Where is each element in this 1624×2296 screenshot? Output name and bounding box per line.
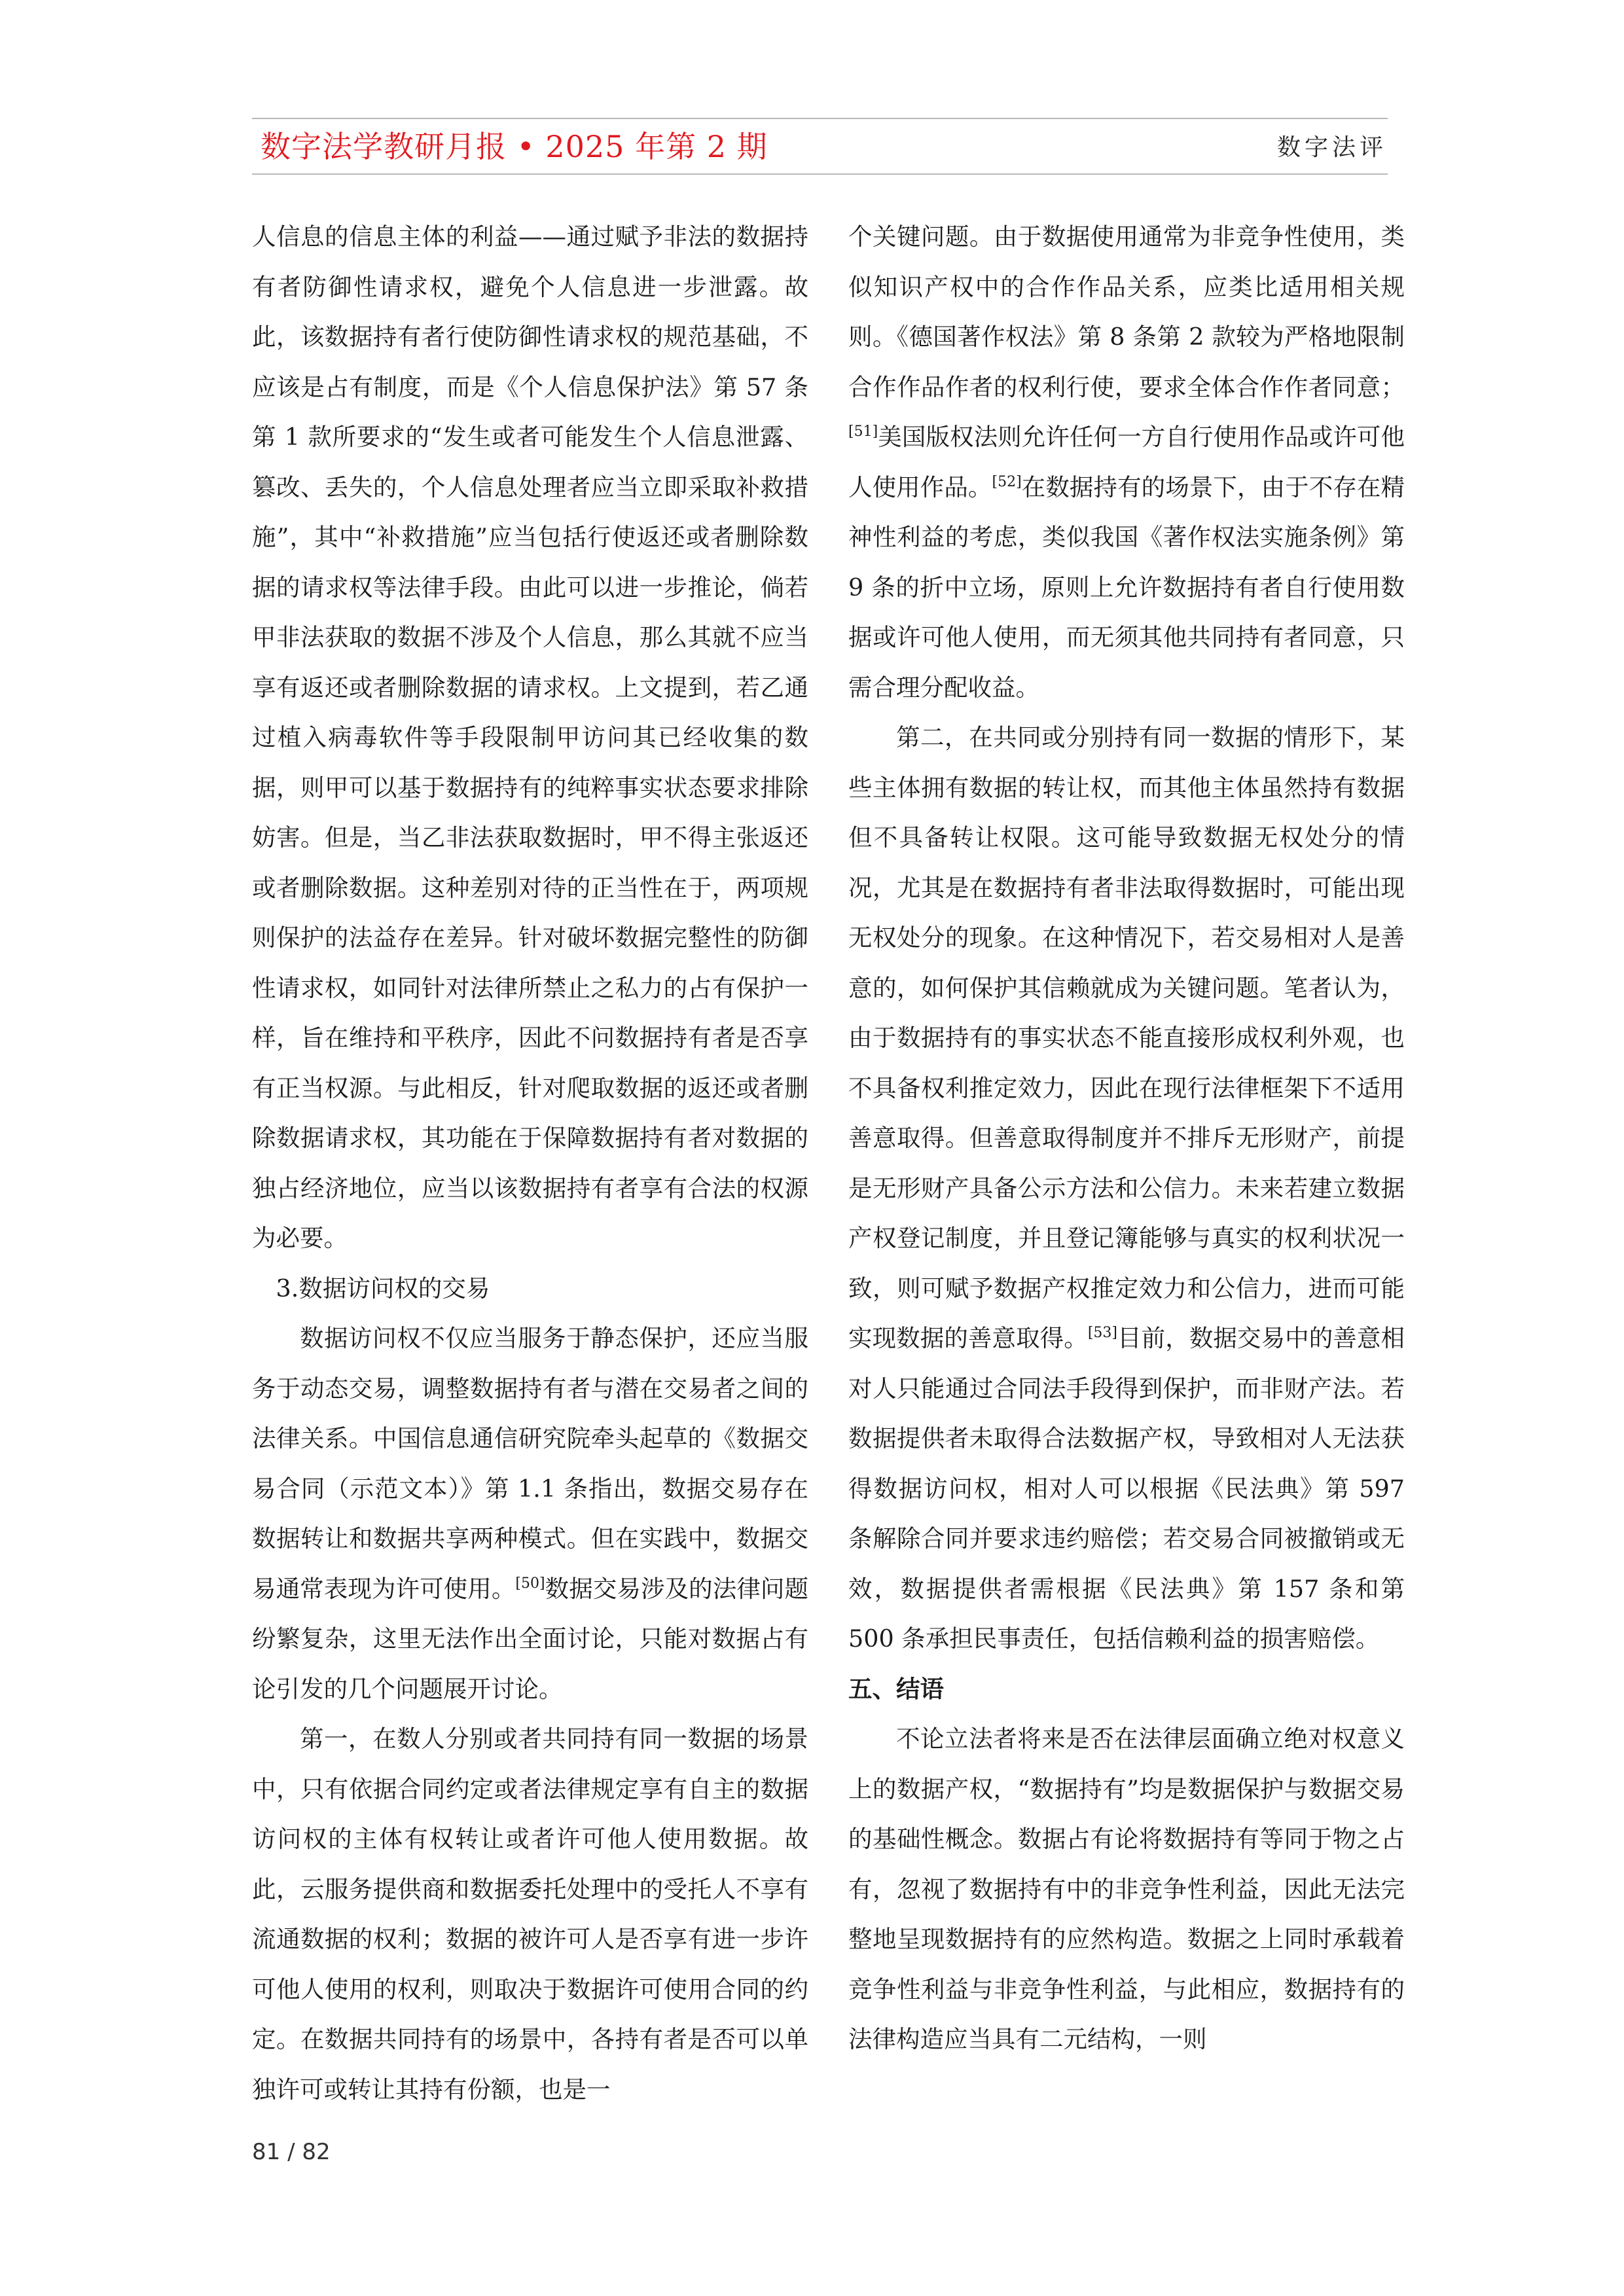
paragraph-text: 数据访问权不仅应当服务于静态保护，还应当服务于动态交易，调整数据持有者与潜在交易者之间的法律关系。中国信息通信研究院牵头起草的《数据交易合同（示范文本）》第 1.1 条指出，数据交易存在数据转让和数据共享两种模式。但在实践中，数据交易通常表现为许可使用。 xyxy=(252,1324,808,1603)
footnote-ref-52[interactable]: [52] xyxy=(992,473,1022,490)
journal-title: 数字法学教研月报 • 2025 年第 2 期 xyxy=(261,129,768,164)
footnote-ref-50[interactable]: [50] xyxy=(515,1575,545,1592)
paragraph-text: 个关键问题。由于数据使用通常为非竞争性使用，类似知识产权中的合作作品关系，应类比适用相关规则。《德国著作权法》第 8 条第 2 款较为严格地限制合作作品作者的权利行使，要求全体合作作者同意； xyxy=(848,223,1405,401)
paragraph: 人信息的信息主体的利益——通过赋予非法的数据持有者防御性请求权，避免个人信息进一步泄露。故此，该数据持有者行使防御性请求权的规范基础，不应该是占有制度，而是《个人信息保护法》第 57 条第 1 款所要求的“发生或者可能发生个人信息泄露、篡改、丢失的，个人信息处理者应当立即采取补救措施”，其中“补救措施”应当包括行使返还或者删除数据的请求权等法律手段。由此可以进一步推论，倘若甲非法获取的数据不涉及个人信息，那么其就不应当享有返还或者删除数据的请求权。上文提到，若乙通过植入病毒软件等手段限制甲访问其已经收集的数据，则甲可以基于数据持有的纯粹事实状态要求排除妨害。但是，当乙非法获取数据时，甲不得主张返还或者删除数据。这种差别对待的正当性在于，两项规则保护的法益存在差异。针对破坏数据完整性的防御性请求权，如同针对法律所禁止之私力的占有保护一样，旨在维持和平秩序，因此不问数据持有者是否享有正当权源。与此相反，针对爬取数据的返还或者删除数据请求权，其功能在于保障数据持有者对数据的独占经济地位，应当以该数据持有者享有合法的权源为必要。 xyxy=(252,223,808,1252)
paragraph-text: 在数据持有的场景下，由于不存在精神性利益的考虑，类似我国《著作权法实施条例》第 9 条的折中立场，原则上允许数据持有者自行使用数据或许可他人使用，而无须其他共同持有者同意，只需合理分配收益。 xyxy=(848,473,1405,702)
footnote-ref-51[interactable]: [51] xyxy=(848,423,878,440)
paragraph: 不论立法者将来是否在法律层面确立绝对权意义上的数据产权，“数据持有”均是数据保护与数据交易的基础性概念。数据占有论将数据持有等同于物之占有，忽视了数据持有中的非竞争性利益，因此无法完整地呈现数据持有的应然构造。数据之上同时承载着竞争性利益与非竞争性利益，与此相应，数据持有的法律构造应当具有二元结构，一则 xyxy=(848,1725,1405,2053)
paragraph-text: 第二，在共同或分别持有同一数据的情形下，某些主体拥有数据的转让权，而其他主体虽然持有数据但不具备转让权限。这可能导致数据无权处分的情况，尤其是在数据持有者非法取得数据时，可能出现无权处分的现象。在这种情况下，若交易相对人是善意的，如何保护其信赖就成为关键问题。笔者认为，由于数据持有的事实状态不能直接形成权利外观，也不具备权利推定效力，因此在现行法律框架下不适用善意取得。但善意取得制度并不排斥无形财产，前提是无形财产具备公示方法和公信力。未来若建立数据产权登记制度，并且登记簿能够与真实的权利状况一致，则可赋予数据产权推定效力和公信力，进而可能实现数据的善意取得。 xyxy=(848,723,1405,1352)
paragraph-text: 目前，数据交易中的善意相对人只能通过合同法手段得到保护，而非财产法。若数据提供者未取得合法数据产权，导致相对人无法获得数据访问权，相对人可以根据《民法典》第 597 条解除合同并要求违约赔偿；若交易合同被撤销或无效，数据提供者需根据《民法典》第 157 条和第 500 条承担民事责任，包括信赖利益的损害赔偿。 xyxy=(848,1324,1405,1653)
paragraph-text: 美国版权法则允许任何一方自行使用作品或许可他人使用作品。 xyxy=(848,423,1405,501)
paragraph xyxy=(252,1314,808,1714)
left-column xyxy=(252,212,808,2115)
header-bottom-rule xyxy=(252,173,1388,175)
section-heading: 五、结语 xyxy=(848,1674,944,1703)
paragraph-text: 数据交易涉及的法律问题纷繁复杂，这里无法作出全面讨论，只能对数据占有论引发的几个问题展开讨论。 xyxy=(252,1574,809,1703)
paragraph xyxy=(848,713,1405,1664)
footnote-ref-53[interactable]: [53] xyxy=(1087,1325,1118,1341)
header-top-rule xyxy=(252,118,1388,119)
right-column xyxy=(848,212,1405,2065)
section-name: 数字法评 xyxy=(1276,134,1387,161)
paragraph xyxy=(848,212,1405,713)
page-number: 81 / 82 xyxy=(252,2139,331,2165)
paragraph: 第一，在数人分别或者共同持有同一数据的场景中，只有依据合同约定或者法律规定享有自主的数据访问权的主体有权转让或者许可他人使用数据。故此，云服务提供商和数据委托处理中的受托人不享有流通数据的权利；数据的被许可人是否享有进一步许可他人使用的权利，则取决于数据许可使用合同的约定。在数据共同持有的场景中，各持有者是否可以单独许可或转让其持有份额，也是一 xyxy=(252,1725,808,2104)
subsection-heading: 3.数据访问权的交易 xyxy=(276,1274,490,1302)
